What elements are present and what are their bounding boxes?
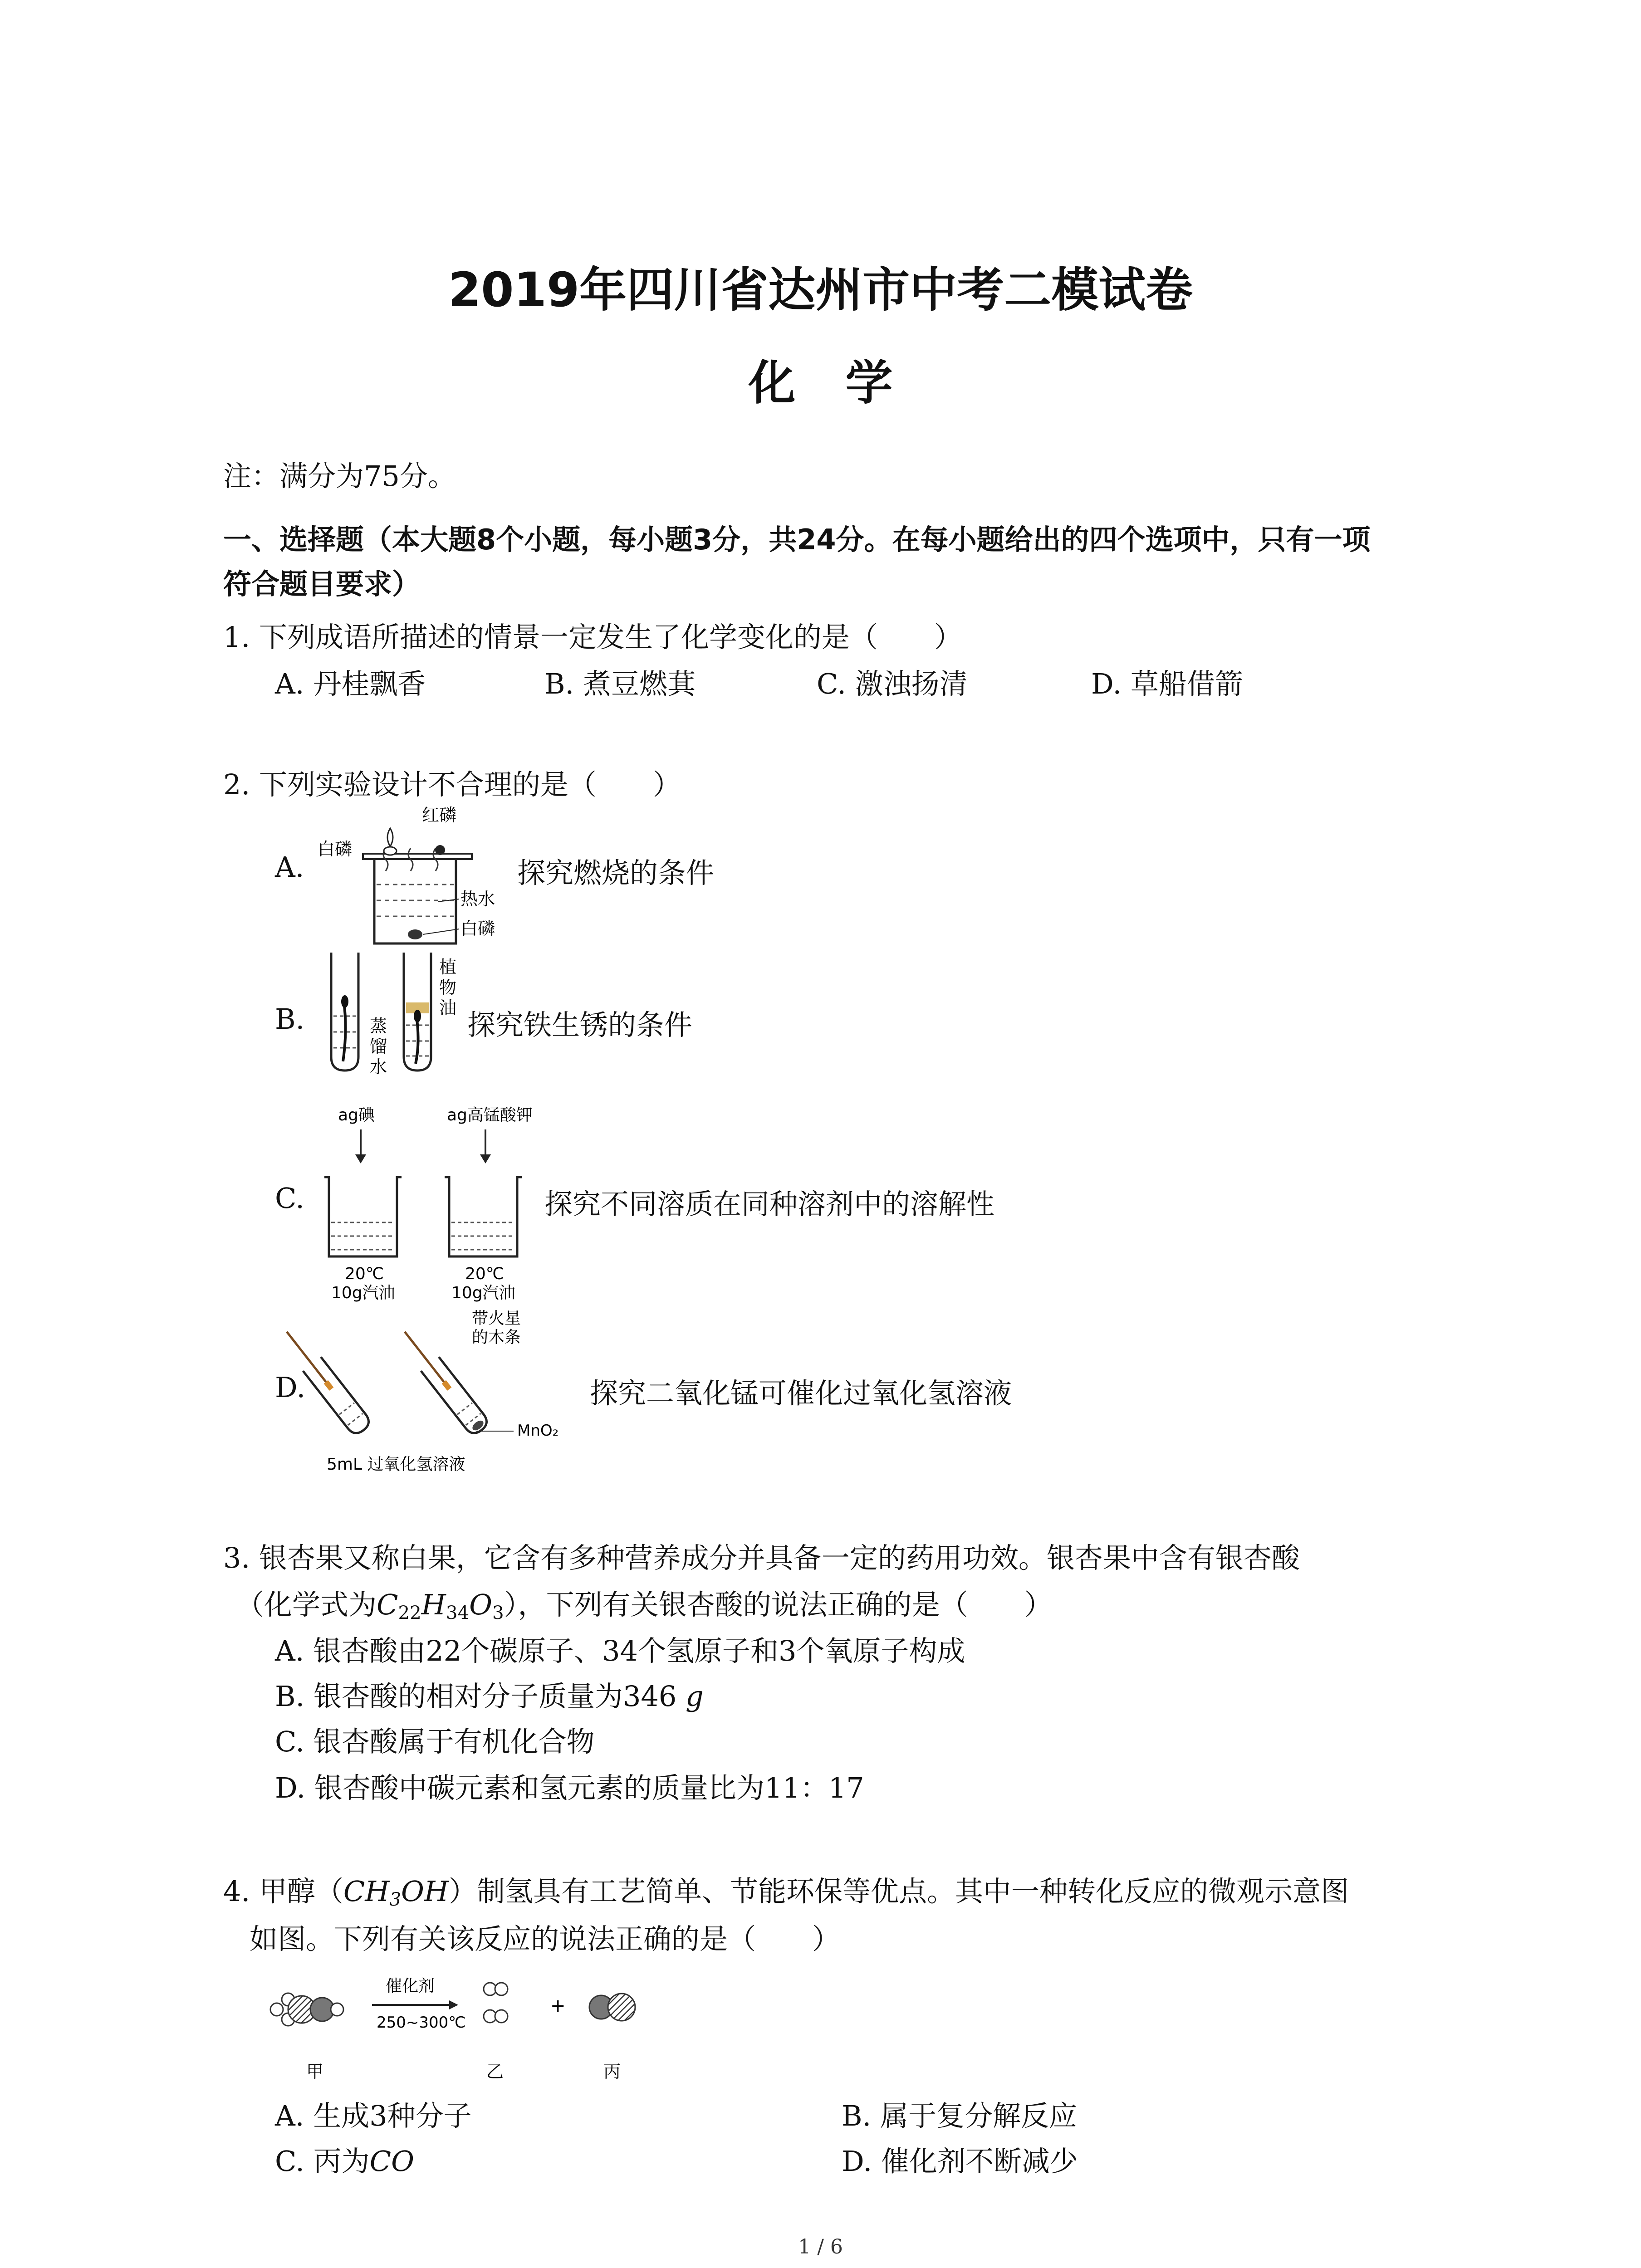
hot-water-label: 热水 (460, 889, 495, 909)
combustion-apparatus-figure (318, 803, 495, 948)
iodine-label: ag碘 (338, 1106, 375, 1124)
q3-option-c: C. 银杏酸属于有机化合物 (275, 1725, 595, 1758)
red-phosphorus-label: 红磷 (422, 805, 457, 825)
distilled-water-label-2: 馏 (370, 1036, 387, 1056)
page-subject: 化学 (748, 355, 943, 411)
q3-option-a: A. 银杏酸由22个碳原子、34个氢原子和3个氧原子构成 (275, 1634, 965, 1667)
formula-o: O (469, 1588, 492, 1621)
methanol-molecule-icon (270, 1993, 343, 2026)
hydrogen-molecule-icon (484, 1983, 508, 2023)
q4-stem-prefix: 4. 甲醇（ (223, 1875, 343, 1908)
q4-option-b: B. 属于复分解反应 (842, 2099, 1077, 2132)
q3-option-d: D. 银杏酸中碳元素和氢元素的质量比为11：17 (275, 1771, 864, 1804)
q4-option-c-text: C. 丙为 (275, 2145, 370, 2178)
distilled-water-label-1: 蒸 (370, 1016, 387, 1036)
splint-label-1: 带火星 (472, 1309, 521, 1328)
formula-h: H (421, 1588, 446, 1621)
catalyst-label: 催化剂 (386, 1977, 435, 1995)
q4-option-d: D. 催化剂不断减少 (842, 2145, 1078, 2178)
q1-stem: 1. 下列成语所描述的情景一定发生了化学变化的是（ ） (223, 621, 962, 654)
label-bing: 丙 (603, 2062, 621, 2082)
formula-c: C (377, 1588, 398, 1621)
oil-label-2: 物 (439, 978, 457, 997)
formula-o-count: 3 (492, 1602, 504, 1624)
q1-option-a: A. 丹桂飘香 (275, 667, 426, 700)
co-molecule-icon (589, 1994, 635, 2021)
formula-ch-count: 3 (389, 1889, 402, 1911)
q4-option-c (275, 2139, 414, 2179)
formula-ch: CH (343, 1875, 390, 1908)
oil-label-3: 油 (439, 998, 457, 1018)
q1-option-c: C. 激浊扬清 (817, 667, 968, 700)
q3-option-b (275, 1674, 704, 1714)
permanganate-label: ag高锰酸钾 (447, 1106, 533, 1124)
label-yi: 乙 (486, 2062, 504, 2082)
q3-stem-suffix: ），下列有关银杏酸的说法正确的是（ ） (504, 1588, 1053, 1621)
label-jia: 甲 (306, 2062, 324, 2082)
q2-b-text: 探究铁生锈的条件 (467, 1008, 693, 1041)
page-number: 1 / 6 (798, 2235, 843, 2258)
white-phosphorus-label-bottom: 白磷 (460, 919, 495, 938)
score-note: 注：满分为75分。 (223, 459, 456, 493)
splint-label-2: 的木条 (472, 1328, 521, 1347)
iron-rust-test-tubes-figure (318, 948, 472, 1098)
q4-stem-suffix: ）制氢具有工艺简单、节能环保等优点。其中一种转化反应的微观示意图 (448, 1875, 1349, 1908)
h2o2-solution-label: 5mL 过氧化氢溶液 (327, 1455, 465, 1474)
unit-gram: g (686, 1680, 704, 1713)
distilled-water-label-3: 水 (370, 1057, 387, 1077)
white-phosphorus-label-top: 白磷 (318, 839, 353, 859)
plus-sign: + (550, 1995, 566, 2016)
q3-stem-line2 (236, 1582, 1053, 1623)
temperature-label: 250~300℃ (377, 2014, 466, 2032)
gasoline-label-left: 10g汽油 (331, 1284, 395, 1302)
q1-option-d: D. 草船借箭 (1091, 667, 1243, 700)
q4-stem-line1 (223, 1869, 1349, 1910)
gasoline-label-right: 10g汽油 (451, 1284, 515, 1302)
catalyst-test-tubes-figure (318, 1306, 599, 1479)
q4-option-a: A. 生成3种分子 (275, 2099, 472, 2132)
q2-stem: 2. 下列实验设计不合理的是（ ） (223, 768, 681, 801)
formula-co: CO (369, 2145, 414, 2178)
temp-label-right: 20℃ (465, 1265, 505, 1283)
q2-c-text: 探究不同溶质在同种溶剂中的溶解性 (544, 1188, 995, 1221)
q4-stem-line2: 如图。下列有关该反应的说法正确的是（ ） (250, 1922, 841, 1955)
q3-stem-line1: 3. 银杏果又称白果，它含有多种营养成分并具备一定的药用功效。银杏果中含有银杏酸 (223, 1541, 1300, 1574)
temp-label-left: 20℃ (345, 1265, 384, 1283)
formula-oh: OH (401, 1875, 449, 1908)
q3-option-b-text: B. 银杏酸的相对分子质量为346 (275, 1680, 677, 1713)
q2-d-letter: D. (275, 1371, 306, 1404)
oil-label-1: 植 (439, 957, 457, 977)
q2-a-text: 探究燃烧的条件 (517, 856, 715, 890)
formula-c-count: 22 (398, 1602, 421, 1624)
mno2-label: MnO₂ (517, 1422, 559, 1440)
reaction-micro-diagram (263, 1964, 671, 2091)
q2-c-letter: C. (275, 1182, 304, 1215)
section-heading-line2: 符合题目要求） (223, 567, 421, 601)
formula-h-count: 34 (446, 1602, 470, 1624)
solubility-beakers-figure (318, 1102, 535, 1311)
q3-stem-prefix: （化学式为 (236, 1588, 377, 1621)
q2-d-text: 探究二氧化锰可催化过氧化氢溶液 (590, 1377, 1012, 1410)
q1-option-b: B. 煮豆燃萁 (544, 667, 696, 700)
section-heading-line1: 一、选择题（本大题8个小题，每小题3分，共24分。在每小题给出的四个选项中，只有一项 (223, 523, 1371, 556)
q2-b-letter: B. (275, 1002, 305, 1036)
q2-a-letter: A. (275, 850, 304, 884)
page-title: 2019年四川省达州市中考二模试卷 (448, 262, 1193, 318)
